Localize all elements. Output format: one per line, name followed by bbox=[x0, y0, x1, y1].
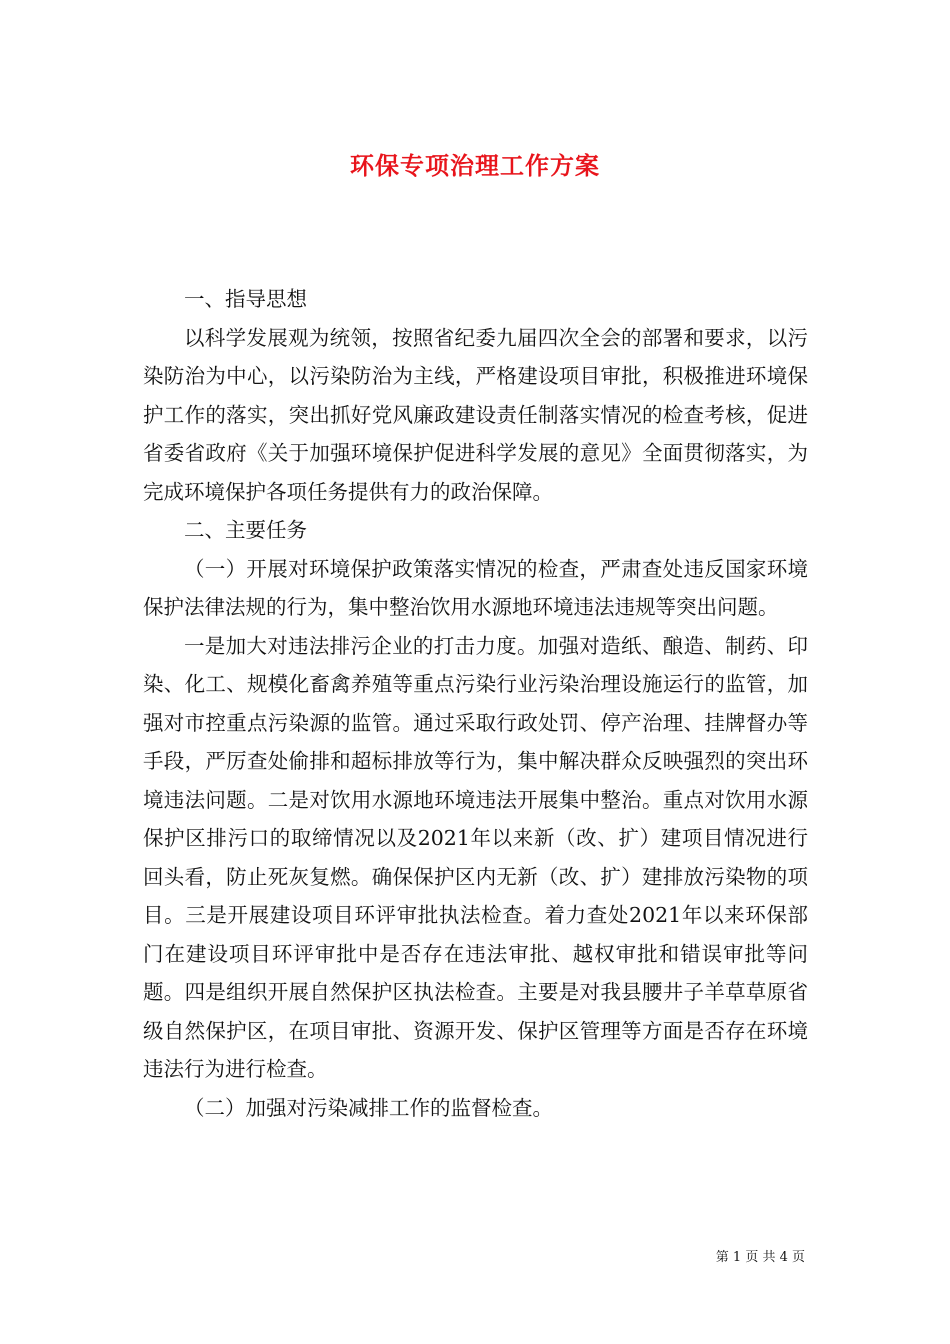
heading-main-tasks: 二、主要任务 bbox=[184, 518, 307, 542]
subheading-task-1: （一）开展对环境保护政策落实情况的检查，严肃查处违反国家环境保护法律法规的行为，集中整治饮用水源地环境违法违规等突出问题。 bbox=[143, 556, 808, 619]
document-title: 环保专项治理工作方案 bbox=[350, 151, 600, 181]
heading-guiding-thought: 一、指导思想 bbox=[184, 287, 307, 311]
subheading-task-2: （二）加强对污染减排工作的监督检查。 bbox=[184, 1095, 553, 1120]
paragraph-guiding-thought: 以科学发展观为统领，按照省纪委九届四次全会的部署和要求，以污染防治为中心，以污染防治为主线，严格建设项目审批，积极推进环境保护工作的落实，突出抓好党风廉政建设责任制落实情况的检查考核，促进省委省政府《关于加强环境保护促进科学发展的意见》全面贯彻落实，为完成环境保护各项任务提供有力的政治保障。 bbox=[143, 325, 808, 504]
paragraph-task-1-details: 一是加大对违法排污企业的打击力度。加强对造纸、酿造、制药、印染、化工、规模化畜禽养殖等重点污染行业污染治理设施运行的监管，加强对市控重点污染源的监管。通过采取行政处罚、停产治理、挂牌督办等手段，严厉查处偷排和超标排放等行为，集中解决群众反映强烈的突出环境违法问题。二是对饮用水源地环境违法开展集中整治。重点对饮用水源保护区排污口的取缔情况以及2021年以来新（改、扩）建项目情况进行回头看，防止死灰复燃。确保保护区内无新（改、扩）建排放污染物的项目。三是开展建设项目环评审批执法检查。着力查处2021年以来环保部门在建设项目环评审批中是否存在违法审批、越权审批和错误审批等问题。四是组织开展自然保护区执法检查。主要是对我县腰井子羊草草原省级自然保护区，在项目审批、资源开发、保护区管理等方面是否存在环境违法行为进行检查。 bbox=[143, 633, 808, 1081]
page-number: 第 1 页 共 4 页 bbox=[715, 1250, 805, 1265]
document-body bbox=[143, 280, 808, 1127]
